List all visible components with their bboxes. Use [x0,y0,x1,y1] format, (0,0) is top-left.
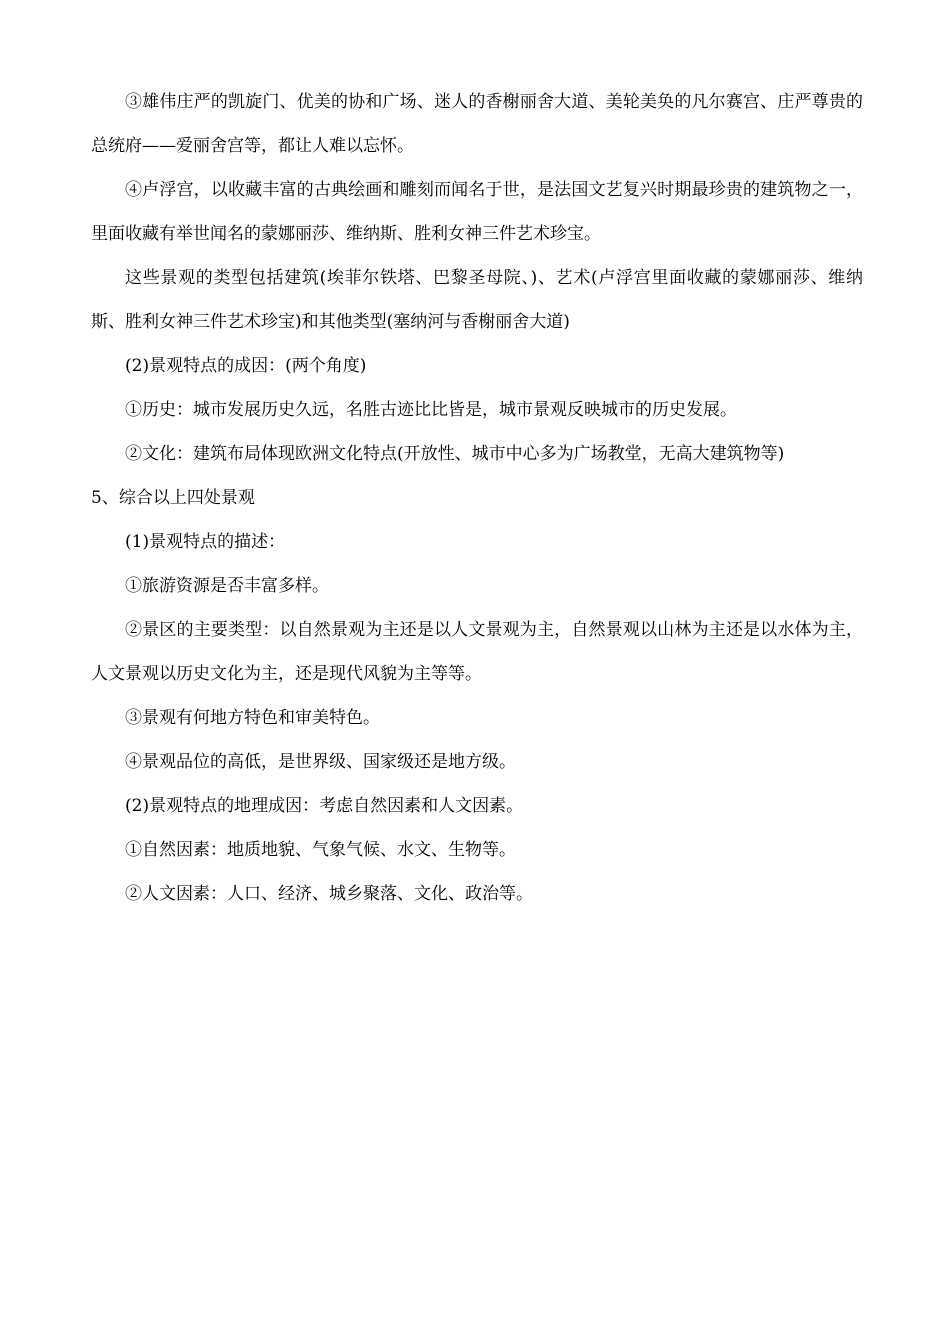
paragraph-human-factors: ②人文因素：人口、经济、城乡聚落、文化、政治等。 [125,884,533,904]
paragraph-resources: ①旅游资源是否丰富多样。 [125,576,329,596]
paragraph-arc-de-triomphe: ③雄伟庄严的凯旋门、优美的协和广场、迷人的香榭丽舍大道、美轮美奂的凡尔赛宫、庄严尊贵的总统府——爱丽舍宫等，都让人难以忘怀。 [91,92,863,156]
paragraph-natural-factors: ①自然因素：地质地貌、气象气候、水文、生物等。 [125,840,516,860]
document-body [91,80,863,916]
paragraph-culture: ②文化：建筑布局体现欧洲文化特点(开放性、城市中心多为广场教堂，无高大建筑物等) [125,444,785,464]
paragraph-causes-heading: (2)景观特点的成因：(两个角度) [125,356,367,376]
paragraph-geo-causes-heading: (2)景观特点的地理成因：考虑自然因素和人文因素。 [125,796,524,816]
paragraph-local-features: ③景观有何地方特色和审美特色。 [125,708,380,728]
paragraph-grade: ④景观品位的高低，是世界级、国家级还是地方级。 [125,752,516,772]
section-heading-5: 5、综合以上四处景观 [91,488,255,508]
paragraph-history: ①历史：城市发展历史久远，名胜古迹比比皆是，城市景观反映城市的历史发展。 [125,400,737,420]
paragraph-louvre: ④卢浮宫，以收藏丰富的古典绘画和雕刻而闻名于世，是法国文艺复兴时期最珍贵的建筑物之一，里面收藏有举世闻名的蒙娜丽莎、维纳斯、胜利女神三件艺术珍宝。 [91,180,863,244]
paragraph-landscape-types: 这些景观的类型包括建筑(埃菲尔铁塔、巴黎圣母院、)、艺术(卢浮宫里面收藏的蒙娜丽莎、维纳斯、胜利女神三件艺术珍宝)和其他类型(塞纳河与香榭丽舍大道) [91,268,863,332]
paragraph-description-heading: (1)景观特点的描述： [125,532,286,552]
paragraph-main-types: ②景区的主要类型：以自然景观为主还是以人文景观为主，自然景观以山林为主还是以水体为主，人文景观以历史文化为主，还是现代风貌为主等等。 [91,620,863,684]
